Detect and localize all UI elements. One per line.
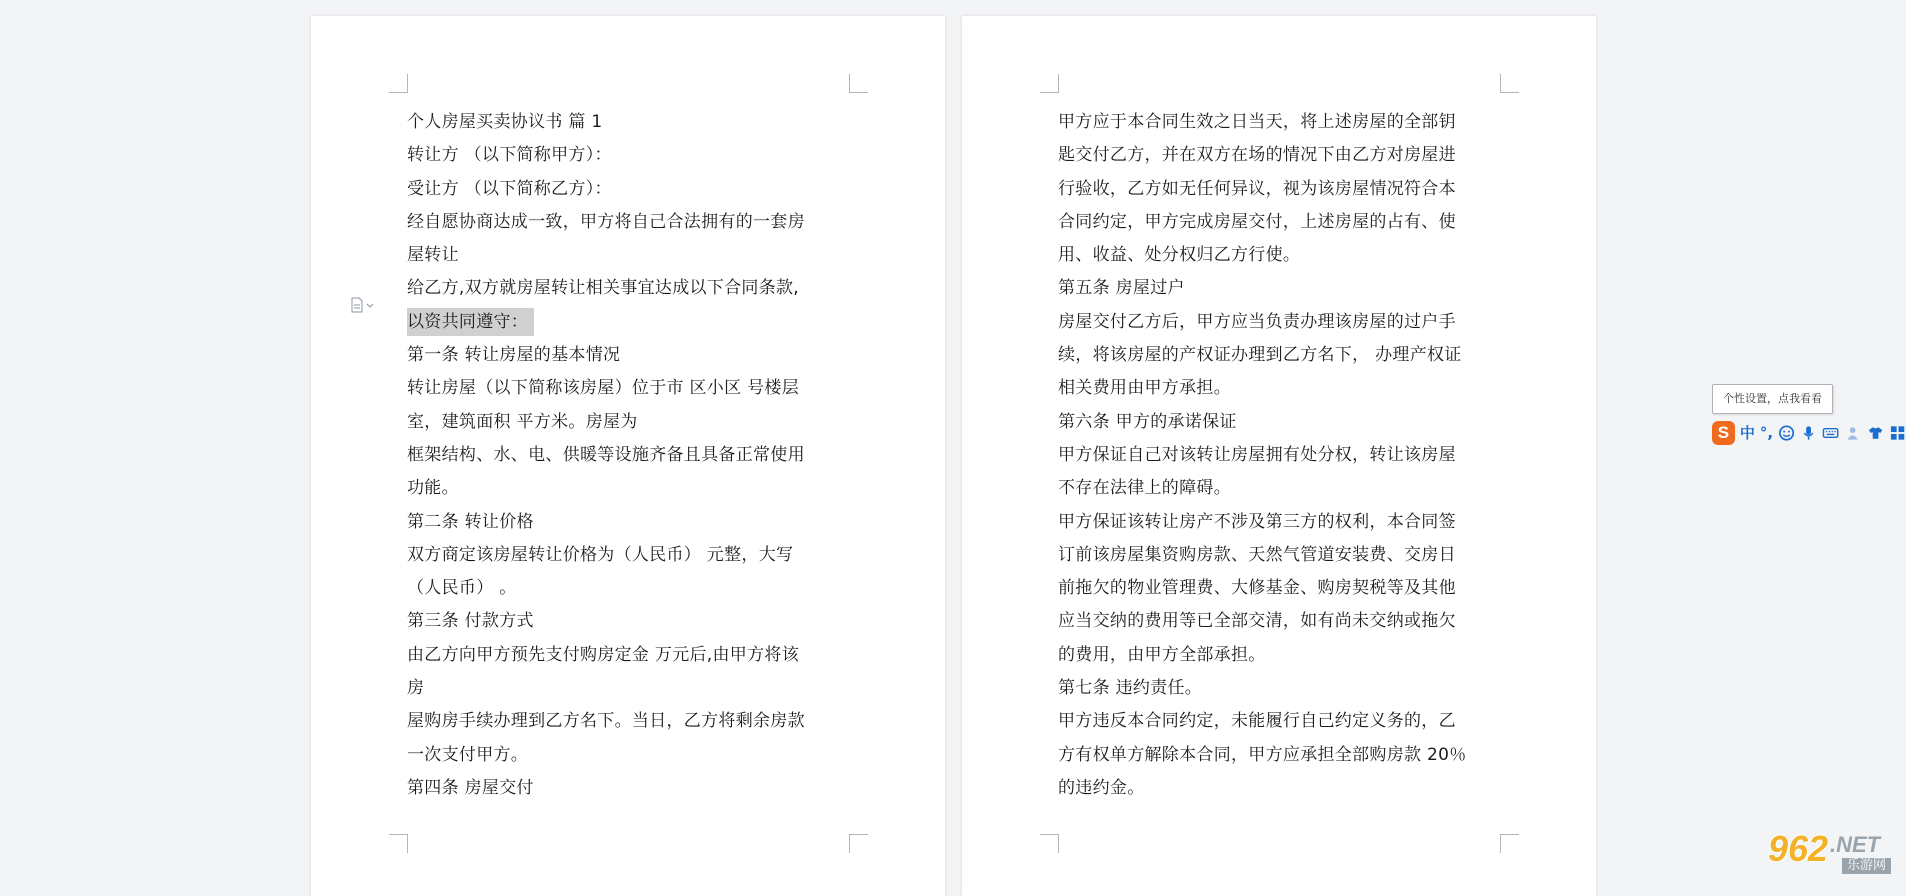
- document-page-left[interactable]: [311, 16, 945, 896]
- text-line[interactable]: 屋转让: [407, 245, 459, 266]
- text-line-selected[interactable]: [407, 306, 857, 339]
- text-line[interactable]: 框架结构、水、电、供暖等设施齐备且具备正常使用: [407, 444, 805, 465]
- paragraph-options-icon[interactable]: [350, 296, 376, 314]
- text-line[interactable]: 第五条 房屋过户: [1058, 278, 1185, 299]
- ime-chinese-mode-button[interactable]: 中: [1739, 424, 1755, 442]
- text-line[interactable]: 续，将该房屋的产权证办理到乙方名下， 办理产权证: [1058, 345, 1462, 366]
- text-line[interactable]: 的违约金。: [1058, 777, 1145, 798]
- text-line[interactable]: 由乙方向甲方预先支付购房定金 万元后,由甲方将该: [407, 644, 800, 665]
- microphone-icon[interactable]: [1800, 424, 1817, 442]
- margin-corner-bottom-left: [389, 834, 408, 853]
- ime-punctuation-button[interactable]: °,: [1759, 424, 1774, 442]
- text-line[interactable]: 的费用，由甲方全部承担。: [1058, 644, 1266, 665]
- ime-toolbar[interactable]: [1712, 420, 1906, 446]
- text-line[interactable]: 不存在法律上的障碍。: [1058, 478, 1231, 499]
- emoji-icon[interactable]: [1778, 424, 1795, 442]
- selection-highlight[interactable]: 以资共同遵守：: [407, 308, 534, 336]
- watermark-number: 962: [1768, 828, 1829, 869]
- text-line[interactable]: 前拖欠的物业管理费、大修基金、购房契税等及其他: [1058, 578, 1456, 599]
- text-line[interactable]: 合同约定，甲方完成房屋交付，上述房屋的占有、使: [1058, 211, 1456, 232]
- text-line[interactable]: 甲方违反本合同约定，未能履行自己约定义务的，乙: [1058, 711, 1456, 732]
- user-icon[interactable]: [1845, 424, 1862, 442]
- margin-corner-bottom-left: [1040, 834, 1059, 853]
- text-line[interactable]: 经自愿协商达成一致，甲方将自己合法拥有的一套房: [407, 211, 805, 232]
- text-line[interactable]: 第一条 转让房屋的基本情况: [407, 345, 621, 366]
- watermark-subtitle: 乐游网: [1842, 858, 1891, 874]
- text-line[interactable]: 第四条 房屋交付: [407, 777, 534, 798]
- sogou-logo-icon[interactable]: S: [1712, 421, 1735, 445]
- text-line[interactable]: 转让方 （以下简称甲方）：: [407, 145, 612, 166]
- text-line[interactable]: （人民币） 。: [407, 578, 517, 599]
- text-line[interactable]: 给乙方,双方就房屋转让相关事宜达成以下合同条款,: [407, 278, 800, 299]
- watermark-suffix: .NET: [1830, 832, 1881, 857]
- text-line[interactable]: 第七条 违约责任。: [1058, 678, 1203, 699]
- margin-corner-bottom-right: [849, 834, 868, 853]
- left-page-text[interactable]: [407, 106, 857, 805]
- document-page-right[interactable]: [962, 16, 1596, 896]
- text-line[interactable]: 订前该房屋集资购房款、天然气管道安装费、交房日: [1058, 544, 1456, 565]
- text-line[interactable]: 屋购房手续办理到乙方名下。当日，乙方将剩余房款: [407, 711, 805, 732]
- toolbox-grid-icon[interactable]: [1889, 424, 1906, 442]
- text-line[interactable]: 个人房屋买卖协议书 篇 1: [407, 112, 603, 132]
- margin-corner-bottom-right: [1500, 834, 1519, 853]
- text-line[interactable]: 第二条 转让价格: [407, 511, 534, 532]
- text-line[interactable]: 第三条 付款方式: [407, 611, 534, 632]
- text-line[interactable]: 甲方应于本合同生效之日当天，将上述房屋的全部钥: [1058, 112, 1456, 132]
- text-line[interactable]: 转让房屋（以下简称该房屋）位于市 区小区 号楼层: [407, 378, 800, 399]
- skin-shirt-icon[interactable]: [1867, 424, 1884, 442]
- margin-corner-top-left: [1040, 74, 1059, 93]
- right-page-text[interactable]: [1058, 106, 1508, 805]
- margin-corner-top-left: [389, 74, 408, 93]
- text-line[interactable]: 功能。: [407, 478, 459, 499]
- margin-corner-top-right: [849, 74, 868, 93]
- text-line[interactable]: 一次支付甲方。: [407, 744, 529, 765]
- text-line[interactable]: 房屋交付乙方后，甲方应当负责办理该房屋的过户手: [1058, 311, 1456, 332]
- text-line[interactable]: 室，建筑面积 平方米。房屋为: [407, 411, 638, 432]
- text-line[interactable]: 应当交纳的费用等已全部交清，如有尚未交纳或拖欠: [1058, 611, 1456, 632]
- text-line[interactable]: 用、收益、处分权归乙方行使。: [1058, 245, 1301, 266]
- text-line[interactable]: 第六条 甲方的承诺保证: [1058, 411, 1237, 432]
- text-line[interactable]: 双方商定该房屋转让价格为（人民币） 元整，大写: [407, 544, 794, 565]
- text-line[interactable]: 受让方 （以下简称乙方）：: [407, 178, 612, 199]
- site-watermark-logo: [1768, 828, 1900, 876]
- margin-corner-top-right: [1500, 74, 1519, 93]
- ime-settings-tooltip[interactable]: 个性设置，点我看看: [1712, 384, 1833, 414]
- keyboard-icon[interactable]: [1822, 424, 1839, 442]
- text-line[interactable]: 甲方保证该转让房产不涉及第三方的权利，本合同签: [1058, 511, 1456, 532]
- text-line[interactable]: 相关费用由甲方承担。: [1058, 378, 1231, 399]
- text-line[interactable]: 行验收，乙方如无任何异议，视为该房屋情况符合本: [1058, 178, 1456, 199]
- text-line[interactable]: 匙交付乙方，并在双方在场的情况下由乙方对房屋进: [1058, 145, 1456, 166]
- text-line[interactable]: 方有权单方解除本合同，甲方应承担全部购房款 20％: [1058, 744, 1467, 765]
- text-line[interactable]: 甲方保证自己对该转让房屋拥有处分权，转让该房屋: [1058, 444, 1456, 465]
- text-line[interactable]: 房: [407, 678, 425, 699]
